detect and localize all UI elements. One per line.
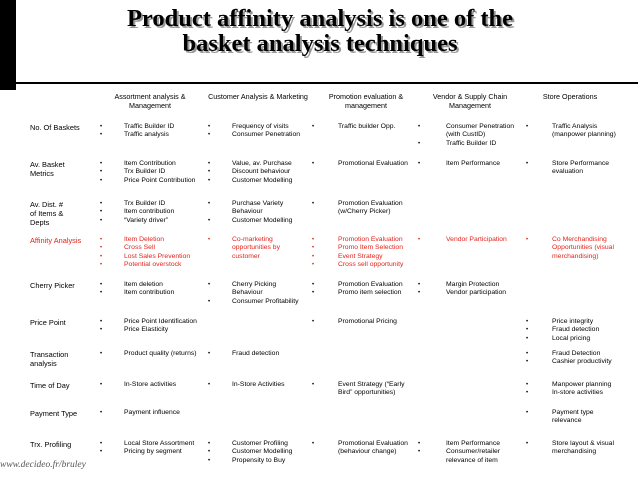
bullet-icon: • xyxy=(208,382,211,388)
list-item xyxy=(100,208,202,216)
cell-text: Item Performance xyxy=(446,160,501,167)
bullet-icon: • xyxy=(100,237,103,243)
bullet-icon: • xyxy=(208,124,211,130)
list-item xyxy=(312,160,416,168)
bullet-icon: • xyxy=(100,319,103,325)
list-item xyxy=(312,236,416,244)
cell-text: Cashier productivity xyxy=(552,358,612,366)
bullet-icon: • xyxy=(312,282,315,288)
list-item xyxy=(100,131,202,139)
bullet-icon: • xyxy=(526,351,529,357)
list-item xyxy=(312,261,416,269)
list-item xyxy=(100,244,202,252)
list-item xyxy=(312,252,416,261)
bullet-icon: • xyxy=(100,217,103,224)
cell-text: Potential overstock xyxy=(124,261,182,269)
cell-text: Price integrity xyxy=(552,318,594,325)
cell-text: Promo Item Selection xyxy=(338,244,403,252)
cell-text: Item contribution xyxy=(124,208,175,216)
left-black-bar xyxy=(0,0,16,90)
bullet-icon: • xyxy=(418,124,421,130)
bullet-icon: • xyxy=(208,177,211,184)
cell-text: Traffic Builder ID xyxy=(124,123,175,130)
bullet-icon: • xyxy=(100,262,103,269)
table-cell xyxy=(312,440,416,457)
table-cell xyxy=(208,160,306,185)
bullet-icon: • xyxy=(526,161,529,167)
bullet-icon: • xyxy=(526,410,529,416)
bullet-icon: • xyxy=(100,351,103,357)
bullet-icon: • xyxy=(526,359,529,366)
cell-text: Vendor Participation xyxy=(446,236,507,243)
cell-text: Promotion Evaluation xyxy=(338,281,403,288)
table-cell xyxy=(526,409,624,426)
bullet-icon: • xyxy=(526,441,529,447)
cell-text: Trx Builder ID xyxy=(124,200,166,207)
cell-text: Customer Profiling xyxy=(232,440,288,447)
cell-text: Store Performance evaluation xyxy=(552,160,610,176)
list-item xyxy=(418,448,520,465)
table-cell xyxy=(312,281,416,298)
list-item xyxy=(100,123,202,131)
list-item xyxy=(208,448,306,456)
cell-text: Fraud Detection xyxy=(552,350,601,357)
bullet-icon: • xyxy=(100,124,103,130)
cell-text: Traffic Analysis (manpower planning) xyxy=(552,123,616,139)
list-item xyxy=(208,160,306,168)
bullet-icon: • xyxy=(208,298,211,305)
bullet-icon: • xyxy=(312,201,315,207)
table-cell xyxy=(312,200,416,217)
cell-text: Consumer Penetration xyxy=(232,131,301,139)
table-cell xyxy=(100,236,202,270)
column-header: Vendor & Supply Chain Management xyxy=(432,92,508,110)
row-label: Av. Dist. # of Items & Depts xyxy=(30,200,64,227)
row-label: Time of Day xyxy=(30,381,70,390)
list-item xyxy=(208,200,306,217)
cell-text: In-store activities xyxy=(552,389,603,397)
list-item xyxy=(208,168,306,176)
bullet-icon: • xyxy=(208,457,211,464)
row-label: Affinity Analysis xyxy=(30,236,82,245)
list-item xyxy=(312,318,416,326)
row-label: Price Point xyxy=(30,318,66,327)
bullet-icon: • xyxy=(100,290,103,297)
cell-text: Item deletion xyxy=(124,281,163,288)
list-item xyxy=(100,448,202,456)
title-divider xyxy=(0,82,638,84)
bullet-icon: • xyxy=(100,132,103,139)
cell-text: Value, av. Purchase xyxy=(232,160,292,167)
table-cell xyxy=(526,160,624,177)
cell-text: Co Merchandising Opportunities (visual merchandising) xyxy=(552,236,614,260)
bullet-icon: • xyxy=(100,209,103,216)
bullet-icon: • xyxy=(208,351,211,357)
table-cell xyxy=(208,281,306,306)
cell-text: Traffic Builder ID xyxy=(446,139,497,147)
cell-text: Store layout & visual merchandising xyxy=(552,440,614,456)
slide-title xyxy=(60,6,580,56)
table-cell xyxy=(100,440,202,457)
bullet-icon: • xyxy=(526,327,529,334)
cell-text: Frequency of visits xyxy=(232,123,289,130)
bullet-icon: • xyxy=(100,441,103,447)
cell-text: Consumer Profitability xyxy=(232,297,299,305)
table-cell xyxy=(100,200,202,225)
cell-text: Vendor participation xyxy=(446,289,507,297)
bullet-icon: • xyxy=(418,290,421,297)
list-item xyxy=(208,176,306,185)
table-cell xyxy=(526,350,624,367)
table-cell xyxy=(312,381,416,398)
bullet-icon: • xyxy=(100,161,103,167)
bullet-icon: • xyxy=(312,319,315,325)
list-item xyxy=(312,440,416,457)
list-item xyxy=(312,123,416,131)
title-line-1: Product affinity analysis is one of the xyxy=(126,5,514,32)
table-cell xyxy=(100,123,202,140)
cell-text: Item contribution xyxy=(124,289,175,297)
cell-text: Payment influence xyxy=(124,409,180,416)
bullet-icon: • xyxy=(208,169,211,176)
bullet-icon: • xyxy=(312,382,315,388)
cell-text: Discount behaviour xyxy=(232,168,291,176)
table-cell xyxy=(526,318,624,343)
row-label: No. Of Baskets xyxy=(30,123,80,132)
column-header: Assortment analysis & Management xyxy=(114,92,186,110)
list-item xyxy=(100,350,202,358)
column-header: Customer Analysis & Marketing xyxy=(208,92,308,101)
list-item xyxy=(100,216,202,225)
bullet-icon: • xyxy=(526,390,529,397)
list-item xyxy=(100,261,202,269)
list-item xyxy=(312,244,416,252)
bullet-icon: • xyxy=(100,201,103,207)
list-item xyxy=(208,297,306,306)
list-item xyxy=(418,160,520,168)
table-cell xyxy=(418,440,520,465)
bullet-icon: • xyxy=(526,319,529,325)
row-label: Cherry Picker xyxy=(30,281,75,290)
bullet-icon: • xyxy=(100,282,103,288)
cell-text: Promotional Pricing xyxy=(338,318,397,325)
cell-text: Trx Builder ID xyxy=(124,168,166,176)
table-cell xyxy=(526,123,624,140)
list-item xyxy=(100,289,202,297)
list-item xyxy=(418,440,520,448)
list-item xyxy=(100,326,202,334)
list-item xyxy=(208,350,306,358)
bullet-icon: • xyxy=(100,410,103,416)
bullet-icon: • xyxy=(100,169,103,176)
table-cell xyxy=(208,381,306,389)
cell-text: Price Elasticity xyxy=(124,326,169,334)
row-label: Payment Type xyxy=(30,409,78,418)
cell-text: Price Point Identification xyxy=(124,318,197,325)
list-item xyxy=(418,139,520,148)
list-item xyxy=(208,236,306,261)
bullet-icon: • xyxy=(312,245,315,252)
bullet-icon: • xyxy=(312,161,315,167)
bullet-icon: • xyxy=(418,449,421,456)
table-cell xyxy=(312,123,416,131)
table-cell xyxy=(208,236,306,261)
bullet-icon: • xyxy=(312,290,315,297)
column-header: Promotion evaluation & management xyxy=(328,92,404,110)
list-item xyxy=(312,289,416,297)
bullet-icon: • xyxy=(208,449,211,456)
list-item xyxy=(208,216,306,225)
cell-text: Fraud detection xyxy=(232,350,280,357)
cell-text: Margin Protection xyxy=(446,281,500,288)
table-cell xyxy=(312,160,416,168)
cell-text: Item Deletion xyxy=(124,236,165,243)
row-label: Transaction analysis xyxy=(30,350,69,368)
bullet-icon: • xyxy=(312,262,315,269)
bullet-icon: • xyxy=(208,237,211,243)
table-cell xyxy=(100,160,202,185)
cell-text: In-Store activities xyxy=(124,381,177,388)
bullet-icon: • xyxy=(100,449,103,456)
cell-text: Customer Modelling xyxy=(232,216,293,224)
bullet-icon: • xyxy=(312,253,315,260)
cell-text: In-Store Activities xyxy=(232,381,285,388)
cell-text: Cherry Picking Behaviour xyxy=(232,281,277,297)
list-item xyxy=(100,200,202,208)
cell-text: Promotional Evaluation (behaviour change) xyxy=(338,440,408,456)
list-item xyxy=(526,409,624,426)
table-cell xyxy=(100,350,202,358)
cell-text: Consumer/retailer relevance of item xyxy=(446,448,501,464)
bullet-icon: • xyxy=(418,140,421,147)
list-item xyxy=(100,236,202,244)
table-cell xyxy=(526,381,624,398)
cell-text: Fraud detection xyxy=(552,326,600,334)
table-cell xyxy=(208,123,306,140)
list-item xyxy=(208,131,306,139)
bullet-icon: • xyxy=(208,161,211,167)
list-item xyxy=(208,281,306,298)
bullet-icon: • xyxy=(526,237,529,243)
cell-text: Propensity to Buy xyxy=(232,456,286,464)
list-item xyxy=(526,358,624,366)
list-item xyxy=(526,440,624,457)
bullet-icon: • xyxy=(100,382,103,388)
table-cell xyxy=(526,440,624,457)
cell-text: Traffic analysis xyxy=(124,131,169,139)
table-cell xyxy=(418,160,520,168)
bullet-icon: • xyxy=(526,382,529,388)
bullet-icon: • xyxy=(208,132,211,139)
list-item xyxy=(100,440,202,448)
table-cell xyxy=(312,318,416,326)
bullet-icon: • xyxy=(208,441,211,447)
list-item xyxy=(526,381,624,389)
list-item xyxy=(100,381,202,389)
list-item xyxy=(208,123,306,131)
table-cell xyxy=(100,318,202,335)
cell-text: Purchase Variety Behaviour xyxy=(232,200,284,216)
list-item xyxy=(418,281,520,289)
table-cell xyxy=(100,409,202,417)
cell-text: Cross sell opportunity xyxy=(338,261,404,269)
row-label: Av. Basket Metrics xyxy=(30,160,65,178)
list-item xyxy=(208,381,306,389)
cell-text: Co-marketing opportunities by customer xyxy=(232,236,280,260)
cell-text: Product quality (returns) xyxy=(124,350,197,357)
bullet-icon: • xyxy=(418,282,421,288)
cell-text: Event Strategy (“Early Bird” opportunities) xyxy=(338,381,405,397)
list-item xyxy=(418,236,520,244)
bullet-icon: • xyxy=(100,245,103,252)
list-item xyxy=(526,318,624,326)
list-item xyxy=(100,252,202,261)
cell-text: Event Strategy xyxy=(338,252,383,260)
table-cell xyxy=(418,281,520,298)
list-item xyxy=(526,236,624,261)
table-cell xyxy=(100,381,202,389)
cell-text: Lost Sales Prevention xyxy=(124,252,191,260)
bullet-icon: • xyxy=(312,237,315,243)
cell-text: Customer Modelling xyxy=(232,176,293,184)
table-cell xyxy=(100,281,202,298)
list-item xyxy=(418,289,520,297)
bullet-icon: • xyxy=(100,177,103,184)
list-item xyxy=(526,123,624,140)
column-header: Store Operations xyxy=(542,92,598,101)
table-cell xyxy=(418,236,520,244)
cell-text: Manpower planning xyxy=(552,381,612,388)
cell-text: Price Point Contribution xyxy=(124,176,196,184)
cell-text: Promotional Evaluation xyxy=(338,160,408,167)
list-item xyxy=(312,200,416,217)
table-cell xyxy=(208,350,306,358)
bullet-icon: • xyxy=(208,282,211,288)
bullet-icon: • xyxy=(100,327,103,334)
watermark: www.decideo.fr/bruley xyxy=(0,460,86,470)
list-item xyxy=(526,326,624,334)
list-item xyxy=(100,281,202,289)
bullet-icon: • xyxy=(526,335,529,342)
cell-text: Consumer Penetration (with CustID) xyxy=(446,123,515,139)
table-cell xyxy=(526,236,624,261)
list-item xyxy=(312,381,416,398)
bullet-icon: • xyxy=(526,124,529,130)
cell-text: “Variety driver” xyxy=(124,216,169,224)
bullet-icon: • xyxy=(208,217,211,224)
cell-text: Payment type relevance xyxy=(552,409,594,425)
list-item xyxy=(526,389,624,397)
bullet-icon: • xyxy=(418,237,421,243)
bullet-icon: • xyxy=(418,161,421,167)
list-item xyxy=(526,350,624,358)
list-item xyxy=(100,160,202,168)
list-item xyxy=(526,334,624,343)
cell-text: Promo item selection xyxy=(338,289,402,297)
bullet-icon: • xyxy=(100,253,103,260)
cell-text: Promotion Evaluation xyxy=(338,236,403,243)
bullet-icon: • xyxy=(418,441,421,447)
list-item xyxy=(526,160,624,177)
table-cell xyxy=(312,236,416,270)
list-item xyxy=(100,409,202,417)
table-cell xyxy=(418,123,520,148)
cell-text: Traffic builder Opp. xyxy=(338,123,396,130)
table-cell xyxy=(208,200,306,225)
list-item xyxy=(208,456,306,465)
bullet-icon: • xyxy=(208,201,211,207)
table-cell xyxy=(208,440,306,465)
list-item xyxy=(100,176,202,185)
list-item xyxy=(312,281,416,289)
bullet-icon: • xyxy=(312,124,315,130)
list-item xyxy=(208,440,306,448)
cell-text: Item Contribution xyxy=(124,160,176,167)
title-line-2: basket analysis techniques xyxy=(182,30,458,57)
cell-text: Local Store Assortment xyxy=(124,440,195,447)
cell-text: Promotion Evaluation (w/Cherry Picker) xyxy=(338,200,403,216)
cell-text: Cross Sell xyxy=(124,244,155,252)
list-item xyxy=(100,168,202,176)
row-label: Trx. Profiling xyxy=(30,440,72,449)
cell-text: Customer Modelling xyxy=(232,448,293,456)
bullet-icon: • xyxy=(312,441,315,447)
list-item xyxy=(418,123,520,140)
cell-text: Pricing by segment xyxy=(124,448,182,456)
cell-text: Item Performance xyxy=(446,440,501,447)
list-item xyxy=(100,318,202,326)
cell-text: Local pricing xyxy=(552,334,591,342)
